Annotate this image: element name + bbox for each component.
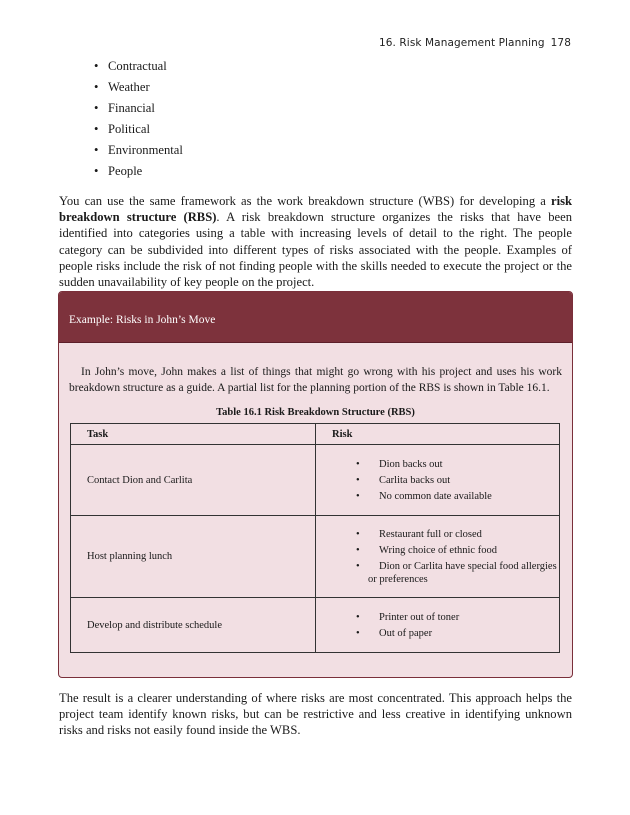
risk-item: • No common date available [356, 490, 492, 502]
task-cell: Contact Dion and Carlita [71, 445, 316, 516]
page-number: 178 [550, 37, 571, 49]
example-title: Example: Risks in John’s Move [59, 292, 572, 343]
list-item: • Weather [94, 80, 150, 94]
risk-item: • Printer out of toner [356, 611, 460, 623]
table-row [71, 445, 560, 516]
list-item: • Contractual [94, 59, 167, 73]
risk-item: • Carlita backs out [356, 474, 451, 486]
list-item: • Environmental [94, 143, 183, 157]
risk-item: • Wring choice of ethnic food [356, 544, 497, 556]
column-header-task: Task [71, 424, 316, 445]
risk-item: • Dion backs out [356, 458, 443, 470]
risk-item: • Restaurant full or closed [356, 528, 482, 540]
risk-item: • Dion or Carlita have special food allergies or preferences [356, 560, 557, 585]
list-item: • People [94, 164, 143, 178]
rbs-term: risk breakdown structure (RBS) [59, 194, 572, 225]
table-row [71, 598, 560, 653]
example-box [58, 291, 573, 678]
risk-cell [316, 516, 560, 598]
table-row [71, 516, 560, 598]
example-intro: In John’s move, John makes a list of things that might go wrong with his project and uses his work breakdown structure as a guide. A partial list for the planning portion of the RBS is shown in Table 16.1. [69, 366, 562, 394]
list-item: • Political [94, 122, 150, 136]
rbs-table [70, 423, 560, 653]
column-header-risk: Risk [316, 424, 560, 445]
running-header [379, 37, 571, 49]
table-caption: Table 16.1 Risk Breakdown Structure (RBS) [216, 407, 415, 418]
rbs-intro-paragraph: You can use the same framework as the work breakdown structure (WBS) for developing a risk breakdown structure (RBS). A risk breakdown structure organizes the risks that have been identified into categories using a table with increasing levels of detail to the right. The people category can be subdivided into different types of risks associated with the people. Examples of people risks include the risk of not finding people with the skills needed to execute the project or the sudden unavailability of key people on the project. [59, 194, 572, 290]
chapter-title: 16. Risk Management Planning [378, 37, 545, 49]
list-item: • Financial [94, 101, 155, 115]
risk-cell [316, 445, 560, 516]
risk-category-list [94, 58, 183, 184]
risk-cell [316, 598, 560, 653]
table-header-row [71, 424, 560, 445]
risk-item: • Out of paper [356, 627, 433, 639]
task-cell: Host planning lunch [71, 516, 316, 598]
task-cell: Develop and distribute schedule [71, 598, 316, 653]
conclusion-paragraph: The result is a clearer understanding of where risks are most concentrated. This approach helps the project team identify known risks, but can be restrictive and less creative in identifying unknown risks and risks not easily found inside the WBS. [59, 691, 572, 738]
